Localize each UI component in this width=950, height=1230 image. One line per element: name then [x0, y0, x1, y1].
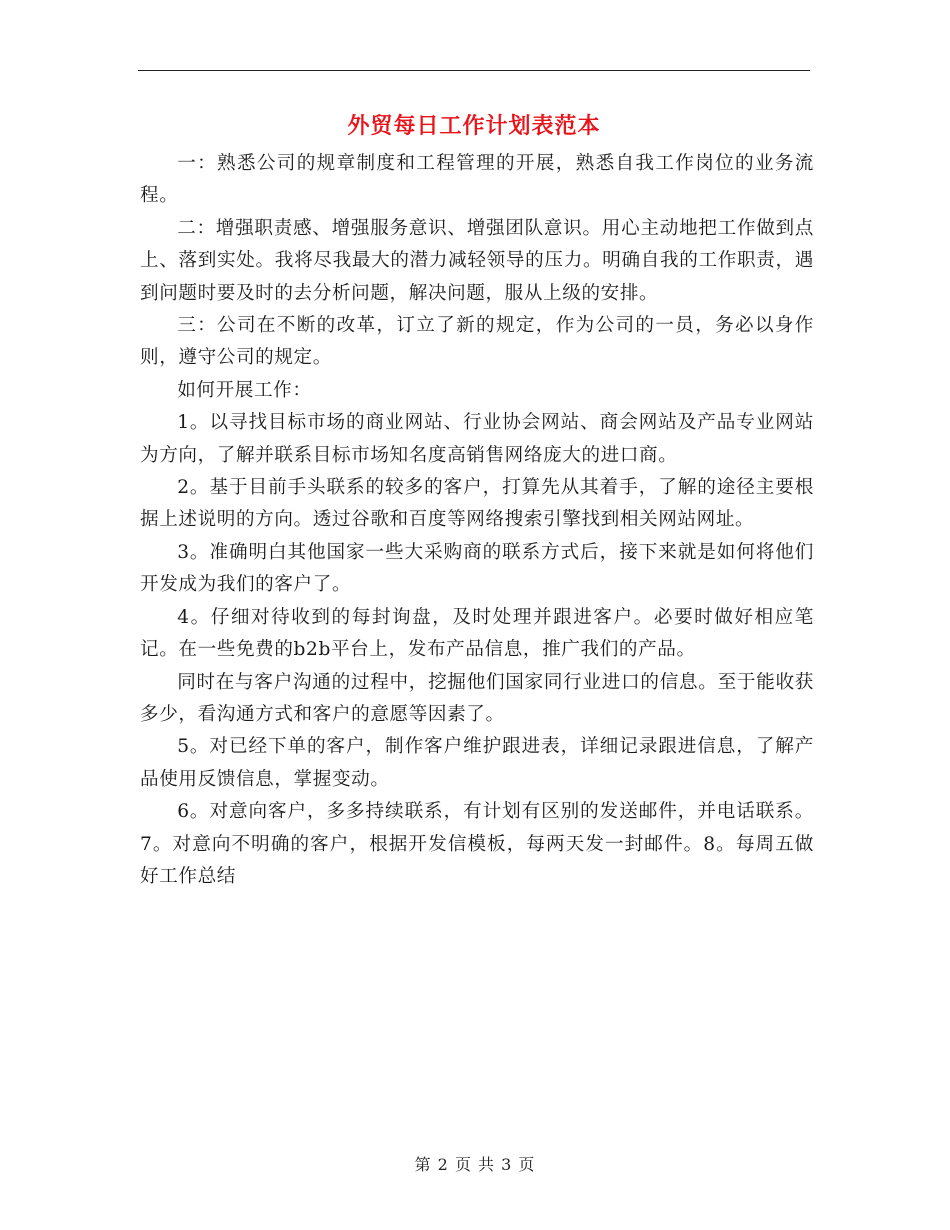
paragraph: 1。以寻找目标市场的商业网站、行业协会网站、商会网站及产品专业网站为方向，了解并联系目标市场知名度高销售网络庞大的进口商。	[140, 412, 814, 466]
page-number: 第 2 页 共 3 页	[414, 1155, 536, 1174]
paragraph: 4。仔细对待收到的每封询盘，及时处理并跟进客户。必要时做好相应笔记。在一些免费的b2b平台上，发布产品信息，推广我们的产品。	[140, 606, 814, 661]
paragraph: 3。准确明白其他国家一些大采购商的联系方式后，接下来就是如何将他们开发成为我们的客户了。	[140, 541, 814, 596]
header-rule	[138, 70, 810, 71]
paragraph: 一：熟悉公司的规章制度和工程管理的开展，熟悉自我工作岗位的业务流程。	[140, 153, 814, 207]
paragraph: 二：增强职责感、增强服务意识、增强团队意识。用心主动地把工作做到点上、落到实处。我将尽我最大的潜力减轻领导的压力。明确自我的工作职责，遇到问题时要及时的去分析问题，解决问题，服从上级的安排。	[140, 217, 814, 304]
document-title: 外贸每日工作计划表范本	[347, 113, 601, 139]
paragraph: 6。对意向客户，多多持续联系，有计划有区别的发送邮件，并电话联系。7。对意向不明确的客户，根据开发信模板，每两天发一封邮件。8。每周五做好工作总结	[140, 801, 814, 887]
document-body	[140, 148, 814, 893]
paragraph: 同时在与客户沟通的过程中，挖掘他们国家同行业进口的信息。至于能收获多少，看沟通方式和客户的意愿等因素了。	[140, 671, 814, 725]
paragraph: 5。对已经下单的客户，制作客户维护跟进表，详细记录跟进信息，了解产品使用反馈信息，掌握变动。	[140, 736, 814, 790]
page-footer	[0, 1152, 950, 1175]
paragraph: 2。基于目前手头联系的较多的客户，打算先从其着手，了解的途径主要根据上述说明的方向。透过谷歌和百度等网络搜索引擎找到相关网站网址。	[140, 477, 814, 531]
paragraph: 如何开展工作：	[177, 379, 312, 401]
paragraph: 三：公司在不断的改革，订立了新的规定，作为公司的一员，务必以身作则，遵守公司的规定。	[140, 315, 814, 369]
